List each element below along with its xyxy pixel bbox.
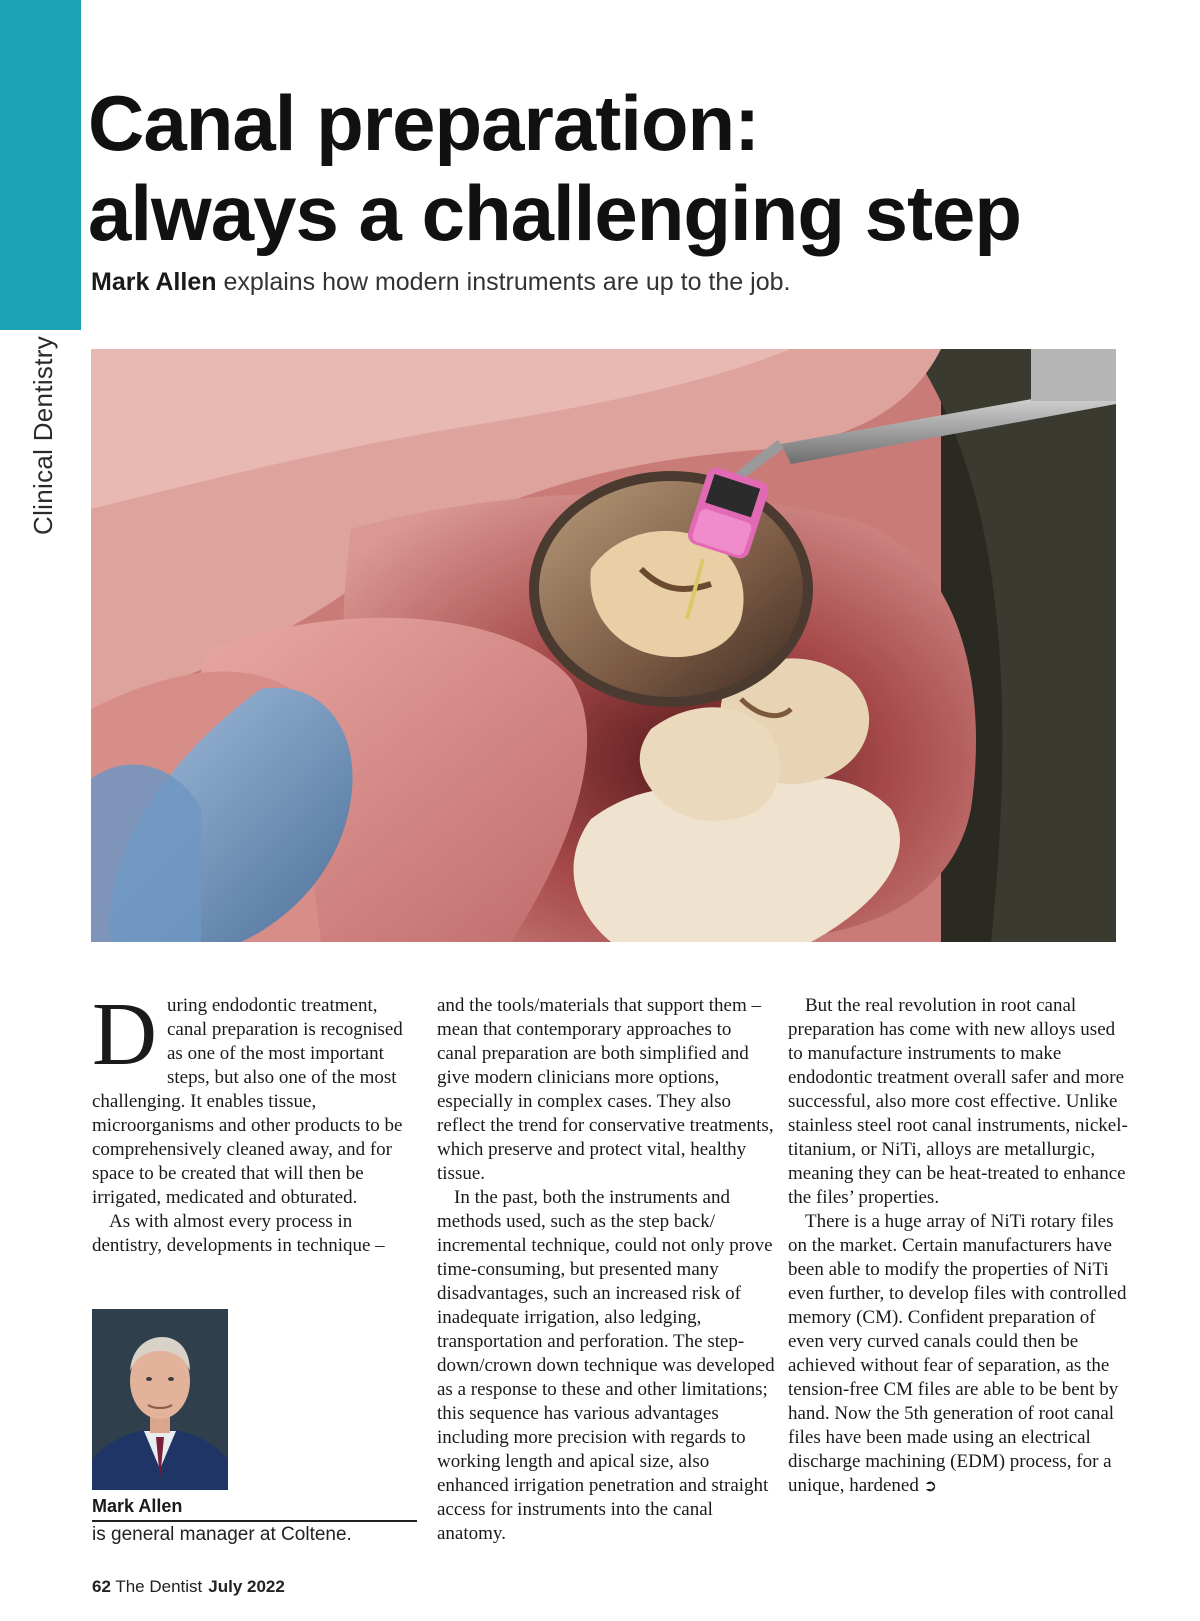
continue-arrow-icon: ➲ [923, 1476, 937, 1495]
paragraph-text: There is a huge array of NiTi rotary files on the market. Certain manufacturers have been able to modify the properties of NiTi even further, to develop files with controlled memory (CM). Confident preparation of even very curved canals could then be achieved without fear of separation, as the tension-free CM files are able to be bent by hand. Now the 5th generation of root canal files have been made using an electrical discharge machining (EDM) process, for a unique, hardened [788, 1211, 1127, 1496]
standfirst-author: Mark Allen [91, 268, 217, 296]
author-photo [92, 1309, 228, 1490]
article-column-3 [788, 994, 1128, 1498]
page-footer [92, 1577, 285, 1597]
paragraph: In the past, both the instruments and methods used, such as the step back/ incremental technique, could not only prove time-consuming, but presented many disadvantages, such an increased risk of inadequate irrigation, also ledging, transportation and perforation. The step-down/crown down technique was developed as a response to these and other limitations; this sequence has various advantages including more precision with regards to working length and apical size, also enhanced irrigation penetration and straight access for instruments into the canal anatomy. [437, 1187, 775, 1544]
issue-date: July 2022 [208, 1577, 285, 1596]
paragraph: As with almost every process in dentistry, developments in technique – [92, 1211, 385, 1256]
paragraph-intro-text: uring endodontic treatment, canal preparation is recognised as one of the most important steps, but also one of the most challenging. It enables tissue, microorganisms and other products to be comprehensively cleaned away, and for space to be created that will then be irrigated, medicated and obturated. [92, 995, 403, 1208]
dental-mirror-endodontic-file-photo [91, 349, 1116, 942]
paragraph: and the tools/materials that support them – mean that contemporary approaches to canal preparation are both simplified and give modern clinicians more options, especially in complex cases. They also reflect the trend for conservative treatments, which preserve and protect vital, healthy tissue. [437, 995, 774, 1184]
author-bio: is general manager at Coltene. [92, 1524, 352, 1545]
author-name: Mark Allen [92, 1496, 417, 1522]
standfirst [91, 268, 1141, 297]
author-portrait [92, 1309, 228, 1490]
headline-line-1: Canal preparation: [88, 79, 760, 167]
section-color-bar [0, 0, 81, 330]
hero-photo [91, 349, 1116, 942]
paragraph-intro [92, 985, 422, 1210]
drop-cap: D [92, 985, 157, 1084]
article-column-2 [437, 994, 775, 1546]
article-column-1 [92, 985, 422, 1258]
page-title [88, 78, 1168, 258]
paragraph [788, 1210, 1128, 1498]
publication-name: The Dentist [110, 1577, 203, 1596]
headline-line-2: always a challenging step [88, 169, 1022, 257]
standfirst-text: explains how modern instruments are up to the job. [216, 268, 791, 296]
page-number: 62 [92, 1577, 111, 1596]
section-label: Clinical Dentistry [28, 335, 58, 535]
paragraph: But the real revolution in root canal preparation has come with new alloys used to manufacture instruments to make endodontic treatment overall safer and more successful, also more cost effective. Unlike stainless steel root canal instruments, nickel-titanium, or NiTi, alloys are metallurgic, meaning they can be heat-treated to enhance the files’ properties. [788, 995, 1128, 1208]
